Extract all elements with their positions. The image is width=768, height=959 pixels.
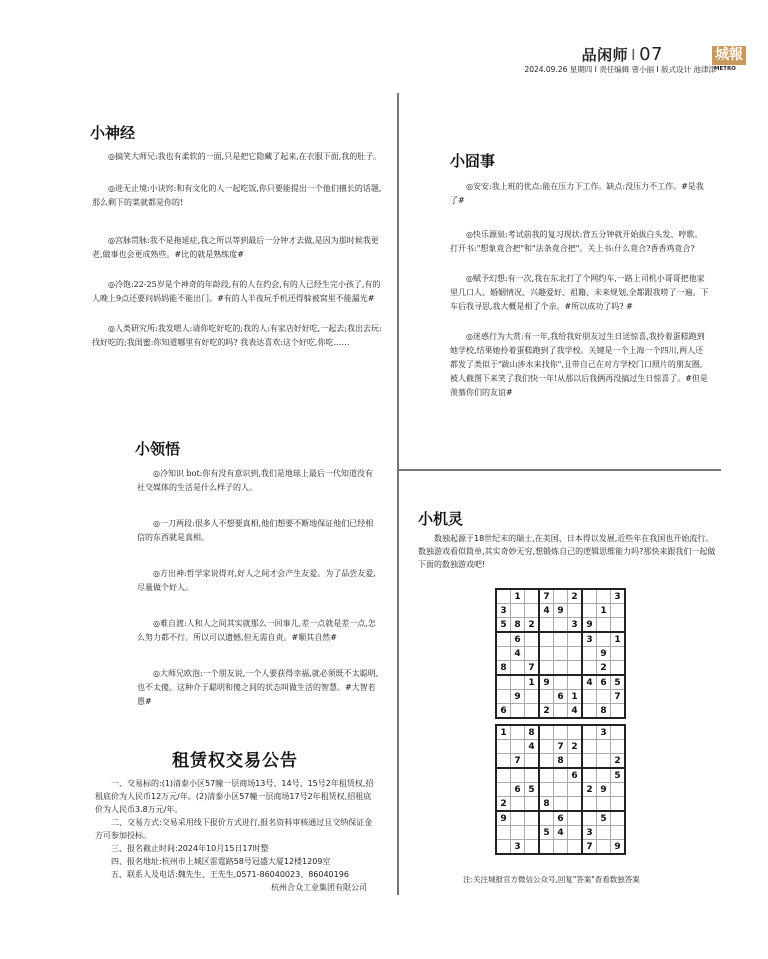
sudoku-cell[interactable] (554, 675, 568, 690)
section-xiaoshenjing-body (92, 150, 382, 350)
sudoku-row (496, 840, 625, 855)
sudoku-cell[interactable] (611, 604, 626, 618)
sudoku-row (496, 632, 625, 647)
sudoku-cell[interactable]: 8 (511, 618, 525, 633)
sudoku-cell[interactable]: 3 (597, 725, 611, 740)
sudoku-cell[interactable] (582, 661, 597, 676)
sudoku-cell[interactable]: 7 (582, 840, 597, 855)
sudoku-cell[interactable] (568, 632, 583, 647)
sudoku-cell[interactable] (511, 661, 525, 676)
sudoku-cell[interactable] (554, 840, 568, 855)
notice-paragraph: 二、交易方式:交易采用线下报价方式进行,报名资料审核通过且交纳保证金方可参加投标。 (95, 818, 373, 840)
sudoku-cell[interactable]: 6 (568, 768, 583, 783)
sudoku-cell[interactable]: 1 (611, 632, 626, 647)
sudoku-grid (495, 724, 626, 855)
sudoku-cell[interactable] (539, 768, 554, 783)
sudoku-cell[interactable] (568, 675, 583, 690)
sudoku-cell[interactable] (582, 604, 597, 618)
sudoku-cell[interactable] (525, 647, 540, 661)
sudoku-cell[interactable] (496, 826, 511, 840)
sudoku-row (496, 754, 625, 769)
sudoku-row (496, 826, 625, 840)
sudoku-cell[interactable]: 9 (597, 647, 611, 661)
sudoku-cell[interactable]: 2 (496, 797, 511, 812)
sudoku-cell[interactable]: 1 (496, 725, 511, 740)
notice-paragraph: 一、交易标的:(1)清泰小区57幢一层商场13号、14号、15号2年租赁权,招租底价为人民币12万元/年。(2)清泰小区57幢一层商场17号2年租赁权,招租底价为人民币3.8万元/年。 (95, 779, 374, 814)
notice-line: 四、报名地址:杭州市上城区雷霆路58号冠盛大厦12楼1209室 (111, 857, 331, 866)
sudoku-row (496, 811, 625, 826)
sudoku-cell[interactable] (496, 840, 511, 855)
sudoku-cell[interactable] (597, 768, 611, 783)
sudoku-cell[interactable]: 8 (597, 704, 611, 719)
sudoku-cell[interactable] (496, 768, 511, 783)
sudoku-cell[interactable]: 8 (525, 725, 540, 740)
sudoku-cell[interactable] (525, 797, 540, 812)
sudoku-row (496, 604, 625, 618)
sudoku-cell[interactable] (582, 768, 597, 783)
sudoku-row (496, 661, 625, 676)
sudoku-row (496, 797, 625, 812)
sudoku-cell[interactable]: 6 (597, 675, 611, 690)
sudoku-cell[interactable]: 7 (525, 661, 540, 676)
sudoku-cell[interactable]: 9 (496, 811, 511, 826)
sudoku-cell[interactable] (611, 704, 626, 719)
sudoku-cell[interactable] (525, 632, 540, 647)
sudoku-cell[interactable] (511, 811, 525, 826)
sudoku-cell[interactable]: 2 (597, 661, 611, 676)
sudoku-cell[interactable]: 6 (496, 704, 511, 719)
sudoku-row (496, 675, 625, 690)
sudoku-cell[interactable]: 6 (511, 783, 525, 797)
sudoku-cell[interactable] (568, 797, 583, 812)
sudoku-cell[interactable] (582, 740, 597, 754)
sudoku-cell[interactable] (568, 811, 583, 826)
sudoku-cell[interactable] (496, 783, 511, 797)
sudoku-cell[interactable] (525, 840, 540, 855)
sudoku-cell[interactable] (511, 704, 525, 719)
sudoku-grid (495, 588, 626, 719)
notice-line: 三、报名截止时间:2024年10月15日17时整 (111, 844, 269, 853)
sudoku-cell[interactable]: 5 (496, 618, 511, 633)
sudoku-cell[interactable] (525, 604, 540, 618)
post-item: ◎搞笑大师兄:我也有柔软的一面,只是把它隐藏了起来,在衣服下面,我的肚子。 (108, 152, 382, 161)
sudoku-cell[interactable] (597, 589, 611, 604)
sudoku-row (496, 618, 625, 633)
sudoku-cell[interactable] (525, 589, 540, 604)
sudoku-cell[interactable]: 8 (496, 661, 511, 676)
sudoku-cell[interactable] (568, 840, 583, 855)
sudoku-cell[interactable]: 7 (554, 740, 568, 754)
sudoku-cell[interactable] (568, 647, 583, 661)
sudoku-cell[interactable] (496, 632, 511, 647)
sudoku-cell[interactable] (597, 797, 611, 812)
sudoku-cell[interactable]: 4 (539, 604, 554, 618)
sudoku-cell[interactable] (611, 811, 626, 826)
sudoku-cell[interactable] (539, 783, 554, 797)
sudoku-cell[interactable] (568, 754, 583, 769)
sudoku-cell[interactable]: 9 (582, 618, 597, 633)
sudoku-cell[interactable]: 4 (554, 826, 568, 840)
sudoku-cell[interactable]: 5 (539, 826, 554, 840)
sudoku-cell[interactable]: 2 (525, 618, 540, 633)
logo-subtitle: METRO (714, 66, 736, 72)
column-divider (397, 93, 399, 895)
sudoku-cell[interactable] (597, 690, 611, 704)
sudoku-cell[interactable] (568, 783, 583, 797)
header-separator: I (631, 46, 637, 64)
sudoku-cell[interactable] (582, 797, 597, 812)
sudoku-cell[interactable] (554, 704, 568, 719)
post-item: ◎方出神:哲学家说得对,好人之间才会产生友爱。为了品尝友爱,尽量做个好人。 (137, 569, 376, 592)
sudoku-cell[interactable] (597, 826, 611, 840)
sudoku-cell[interactable] (539, 811, 554, 826)
sudoku-cell[interactable]: 5 (611, 675, 626, 690)
sudoku-cell[interactable] (511, 604, 525, 618)
post-item: ◎冷知识 bot:你有没有意识到,我们是地球上最后一代知道没有社交媒体的生活是什么样子的人。 (137, 469, 373, 492)
sudoku-cell[interactable] (554, 632, 568, 647)
notice-body (95, 777, 377, 894)
page-header-title (582, 44, 663, 65)
sudoku-cell[interactable] (511, 740, 525, 754)
sudoku-cell[interactable] (597, 740, 611, 754)
sudoku-cell[interactable]: 7 (511, 754, 525, 769)
sudoku-cell[interactable] (582, 725, 597, 740)
sudoku-cell[interactable]: 3 (568, 618, 583, 633)
page-number: 07 (639, 44, 663, 65)
sudoku-cell[interactable] (511, 725, 525, 740)
sudoku-cell[interactable] (554, 618, 568, 633)
sudoku-cell[interactable]: 2 (568, 589, 583, 604)
sudoku-row (496, 725, 625, 740)
sudoku-cell[interactable] (511, 768, 525, 783)
sudoku-cell[interactable] (568, 725, 583, 740)
sudoku-cell[interactable] (525, 811, 540, 826)
sudoku-cell[interactable] (496, 690, 511, 704)
post-item: ◎大师兄欧泡:一个朋友说,一个人要获得幸福,就必须既不太聪明,也不太傻。这种介于聪明和傻之间的状态叫做生活的智慧。#大智若愚# (137, 669, 379, 706)
sudoku-cell[interactable]: 4 (525, 740, 540, 754)
sudoku-cell[interactable] (554, 647, 568, 661)
sudoku-cell[interactable] (539, 632, 554, 647)
sudoku-cell[interactable]: 4 (568, 704, 583, 719)
sudoku-cell[interactable] (568, 826, 583, 840)
sudoku-cell[interactable]: 9 (611, 840, 626, 855)
sudoku-cell[interactable] (611, 740, 626, 754)
post-item: ◎一刀两段:很多人不想要真相,他们想要不断地保证他们已经相信的东西就是真相。 (137, 519, 374, 542)
sudoku-cell[interactable] (539, 725, 554, 740)
sudoku-cell[interactable]: 3 (582, 632, 597, 647)
sudoku-cell[interactable]: 2 (539, 704, 554, 719)
sudoku-cell[interactable] (511, 675, 525, 690)
sudoku-cell[interactable] (525, 754, 540, 769)
sudoku-answer-note: 注:关注城报官方微信公众号,回复"答案"查看数独答案 (463, 875, 640, 884)
sudoku-cell[interactable] (582, 647, 597, 661)
post-item: ◎安安:我上班的优点:能在压力下工作。缺点:没压力不工作。#是我了# (450, 182, 704, 205)
sudoku-cell[interactable] (582, 754, 597, 769)
sudoku-cell[interactable] (525, 704, 540, 719)
sudoku-cell[interactable] (582, 704, 597, 719)
sudoku-cell[interactable] (539, 661, 554, 676)
sudoku-cell[interactable]: 7 (539, 589, 554, 604)
sudoku-cell[interactable]: 5 (611, 768, 626, 783)
sudoku-cell[interactable] (554, 589, 568, 604)
newspaper-logo: 城報 (712, 46, 746, 65)
sudoku-row (496, 704, 625, 719)
sudoku-cell[interactable]: 1 (568, 690, 583, 704)
sudoku-cell[interactable]: 3 (582, 826, 597, 840)
sudoku-cell[interactable] (582, 589, 597, 604)
sudoku-cell[interactable]: 6 (511, 632, 525, 647)
sudoku-cell[interactable]: 4 (582, 675, 597, 690)
sudoku-row (496, 647, 625, 661)
sudoku-cell[interactable]: 8 (554, 754, 568, 769)
sudoku-cell[interactable] (539, 690, 554, 704)
section-xiaojiongshi-body (450, 180, 710, 400)
sudoku-cell[interactable] (568, 604, 583, 618)
sudoku-cell[interactable] (496, 675, 511, 690)
sudoku-cell[interactable] (525, 768, 540, 783)
sudoku-cell[interactable]: 4 (511, 647, 525, 661)
sudoku-cell[interactable] (539, 618, 554, 633)
sudoku-cell[interactable]: 9 (597, 783, 611, 797)
sudoku-cell[interactable] (597, 840, 611, 855)
sudoku-cell[interactable] (554, 768, 568, 783)
post-item: ◎进无止境:小诀窍:和有文化的人一起吃饭,你只要能提出一个他们擅长的话题,那么剩下的菜就都是你的! (92, 184, 382, 207)
sudoku-cell[interactable] (539, 840, 554, 855)
sudoku-cell[interactable] (525, 826, 540, 840)
post-item: ◎赋予幻想:有一次,我在东北打了个网约车,一路上司机小哥哥把他家里几口人、婚姻情况、兴趣爱好、祖籍、未来规划,全都跟我唠了一遍。下车后我寻思,我大概是相了个亲。#所以成功了吗? # (450, 274, 709, 311)
sudoku-cell[interactable]: 3 (496, 604, 511, 618)
sudoku-cell[interactable] (539, 740, 554, 754)
post-item: ◎冷饱:22-25岁是个神奇的年龄段,有的人在约会,有的人已经生完小孩了,有的人晚上9点还要问妈妈能不能出门。#有的人半夜玩手机还得躲被窝里不能漏光# (92, 280, 381, 303)
section-title-xiaojiongshi: 小囧事 (450, 152, 496, 170)
post-item: ◎宫脉贯脉:我不是拖延症,我之所以等到最后一分钟才去做,是因为那时候我更老,做事也会更成熟些。#比的就是熟练度# (92, 236, 379, 259)
sudoku-cell[interactable]: 8 (539, 797, 554, 812)
sudoku-cell[interactable] (554, 725, 568, 740)
sudoku-cell[interactable] (597, 618, 611, 633)
sudoku-cell[interactable]: 7 (611, 690, 626, 704)
sudoku-cell[interactable] (611, 618, 626, 633)
sudoku-cell[interactable] (597, 632, 611, 647)
notice-title: 租赁权交易公告 (172, 751, 298, 771)
post-item: ◎难自渡:人和人之间其实就那么一回事儿,差一点就是差一点,怎么努力都不行。所以可以遗憾,但无需自责。#顺其自然# (137, 619, 376, 642)
sudoku-puzzle-1 (495, 588, 626, 719)
section-title-xiaolingwu: 小领悟 (135, 440, 181, 458)
sudoku-cell[interactable] (496, 740, 511, 754)
sudoku-cell[interactable]: 5 (597, 811, 611, 826)
sudoku-cell[interactable] (611, 797, 626, 812)
sudoku-cell[interactable]: 1 (597, 604, 611, 618)
sudoku-cell[interactable] (511, 826, 525, 840)
notice-line: 五、联系人及电话:魏先生、王先生,0571-86040023、86040196 (111, 870, 349, 879)
sudoku-cell[interactable]: 6 (554, 690, 568, 704)
sudoku-row (496, 690, 625, 704)
sudoku-cell[interactable] (597, 754, 611, 769)
sudoku-cell[interactable]: 9 (511, 690, 525, 704)
sudoku-cell[interactable] (611, 783, 626, 797)
sudoku-cell[interactable]: 2 (568, 740, 583, 754)
sudoku-intro-text: 数独起源于18世纪末的瑞士,在美国、日本得以发展,近些年在我国也开始流行。数独游戏看似简单,其实奇妙无穷,想锻炼自己的逻辑思维能力吗?那快来跟我们一起做下面的数独游戏吧! (418, 534, 716, 569)
sudoku-cell[interactable] (582, 690, 597, 704)
sudoku-cell[interactable] (525, 690, 540, 704)
sudoku-cell[interactable]: 3 (511, 840, 525, 855)
sudoku-row (496, 740, 625, 754)
sudoku-cell[interactable]: 6 (554, 811, 568, 826)
sudoku-cell[interactable] (539, 647, 554, 661)
sudoku-cell[interactable]: 2 (611, 754, 626, 769)
sudoku-cell[interactable] (611, 725, 626, 740)
sudoku-cell[interactable]: 2 (582, 783, 597, 797)
section-divider (397, 469, 721, 471)
sudoku-cell[interactable] (611, 826, 626, 840)
sudoku-cell[interactable] (611, 647, 626, 661)
sudoku-cell[interactable] (496, 589, 511, 604)
sudoku-cell[interactable]: 9 (554, 604, 568, 618)
sudoku-cell[interactable]: 3 (611, 589, 626, 604)
sudoku-cell[interactable] (554, 661, 568, 676)
sudoku-cell[interactable]: 1 (511, 589, 525, 604)
sudoku-cell[interactable] (554, 783, 568, 797)
sudoku-cell[interactable] (554, 797, 568, 812)
sudoku-cell[interactable] (496, 754, 511, 769)
header-byline: 2024.09.26 星期四 I 责任编辑 曾小丽 I 版式设计 池津津 (524, 65, 716, 74)
sudoku-cell[interactable]: 1 (525, 675, 540, 690)
sudoku-cell[interactable] (496, 647, 511, 661)
section-xiaolingwu-body (137, 467, 379, 709)
sudoku-cell[interactable] (568, 661, 583, 676)
sudoku-intro (418, 532, 720, 571)
sudoku-cell[interactable] (582, 811, 597, 826)
sudoku-cell[interactable] (511, 797, 525, 812)
sudoku-cell[interactable] (539, 754, 554, 769)
section-name: 品闲师 (581, 46, 629, 64)
post-item: ◎人类研究所:我发嗯人:请你吃好吃的;我的人:有家店好好吃,一起去;我出去玩:找好吃的;我闺蜜:你知道哪里有好吃的吗? 我表达喜欢:这个好吃,你吃…… (92, 324, 382, 347)
notice-signature: 杭州合众工业集团有限公司 (271, 883, 367, 892)
sudoku-row (496, 768, 625, 783)
post-item: ◎快乐源泉:考试前我的复习现状:背五分钟就开始拔白头发、哼歌。打开书:"想象竟合把"和"法条竟合把"。关上书:什么竟合?香香鸡竟合? (450, 230, 703, 253)
sudoku-cell[interactable] (611, 661, 626, 676)
sudoku-cell[interactable]: 5 (525, 783, 540, 797)
section-title-xiaojiling: 小机灵 (418, 510, 464, 528)
section-title-xiaoshenjing: 小神经 (90, 124, 136, 142)
sudoku-cell[interactable]: 9 (539, 675, 554, 690)
sudoku-row (496, 783, 625, 797)
post-item: ◎迷惑行为大赏:有一年,我给我好朋友过生日送惊喜,我拎着蛋糕跑到她学校,结果她拎着蛋糕跑到了我学校。关键是一个上海一个四川,两人还都发了类似于"跋山涉水来找你",且带自己在对方学校门口照片的朋友圈,被人截图下来笑了我们快一年!从那以后我俩再没搞过生日惊喜了。#但是羡慕你们的友谊# (450, 332, 708, 397)
sudoku-row (496, 589, 625, 604)
sudoku-puzzle-2 (495, 724, 626, 855)
